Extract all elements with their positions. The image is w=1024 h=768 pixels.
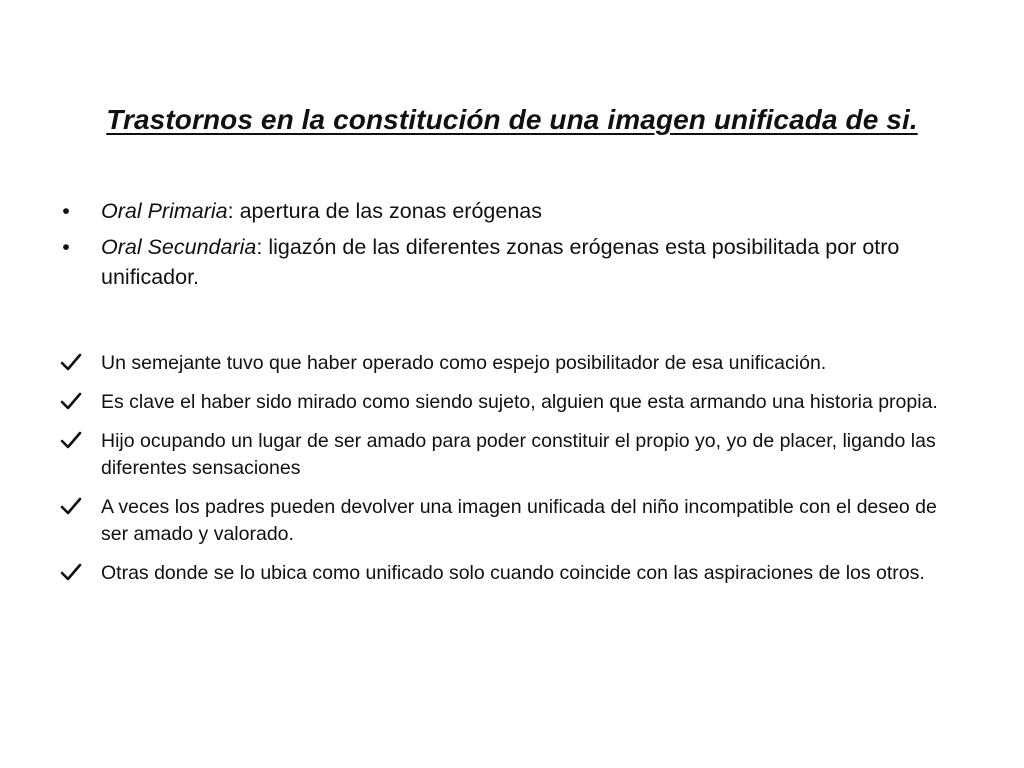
checklist-text: Hijo ocupando un lugar de ser amado para poder constituir el propio yo, yo de placer, ligando las diferentes sensaciones (101, 430, 936, 479)
checklist-item (60, 389, 960, 416)
checklist-text: Es clave el haber sido mirado como siendo sujeto, alguien que esta armando una historia propia. (101, 391, 938, 413)
checklist-text: Un semejante tuvo que haber operado como espejo posibilitador de esa unificación. (101, 352, 827, 374)
checklist-text: Otras donde se lo ubica como unificado solo cuando coincide con las aspiraciones de los otros. (101, 562, 925, 584)
checkmark-icon (60, 496, 82, 516)
bullet-list (60, 196, 960, 298)
bullet-item (60, 196, 960, 226)
bullet-text: : apertura de las zonas erógenas (227, 199, 542, 223)
bullet-term: Oral Primaria (101, 199, 228, 223)
bullet-dot-icon: • (62, 199, 70, 223)
bullet-text: : ligazón de las diferentes zonas erógenas esta posibilitada por otro unificador. (101, 235, 900, 289)
bullet-item (60, 232, 960, 292)
checklist-item (60, 494, 960, 548)
checklist-text: A veces los padres pueden devolver una imagen unificada del niño incompatible con el deseo de ser amado y valorado. (101, 496, 937, 545)
checklist-item (60, 428, 960, 482)
checkmark-icon (60, 430, 82, 450)
checklist (60, 350, 960, 599)
checkmark-icon (60, 352, 82, 372)
checklist-item (60, 350, 960, 377)
checkmark-icon (60, 562, 82, 582)
bullet-term: Oral Secundaria (101, 235, 257, 259)
slide-title: Trastornos en la constitución de una imagen unificada de si. (106, 104, 918, 135)
checkmark-icon (60, 391, 82, 411)
checklist-item (60, 560, 960, 587)
bullet-dot-icon: • (62, 235, 70, 259)
